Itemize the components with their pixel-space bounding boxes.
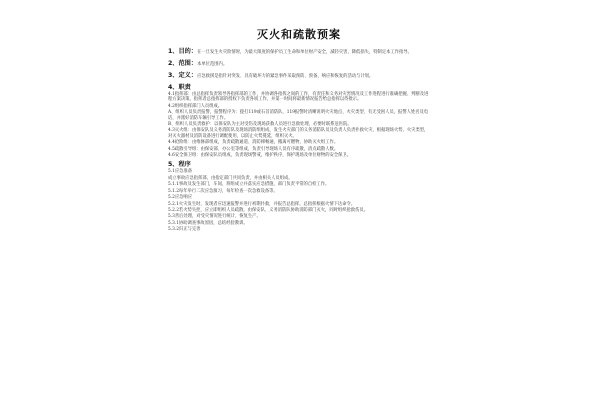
paragraph: 成立事故应急指挥部，由指定部门共同负责，并由相关人员组成。 — [168, 175, 293, 181]
paragraph: 4.4抢险组：由维修部组成，负责疏散通道、消防梯畅通，搬离可燃物，协助灭火组工作。 — [168, 140, 339, 146]
paragraph: 5.3.2归正与完善 — [168, 227, 201, 233]
section-heading — [168, 60, 430, 69]
section-heading — [168, 72, 430, 81]
document-page — [168, 0, 430, 400]
section-heading-text: 2、范围： — [168, 60, 198, 67]
section — [168, 48, 430, 57]
section-body: 应急救援是指针对突发、具有破坏力的紧急事件采取预防、预备、响应和恢复的活动与计划。 — [197, 74, 374, 79]
section-heading-text: 1、目的： — [168, 48, 198, 55]
paragraph: 4.1指挥部：由总指挥负责领导各指挥部的工作，并协调各指挥之间的工作，有责任和义务对灾害情况及工作进程进行准确把握、判断及进程方案决策。指挥者总指挥部的授权下负责各项工作，并第一时间将最新情况报告给总指挥以待批示。 — [168, 92, 429, 103]
paragraph: 5.1.2每年举行二次应急演习，每年检查一次急救设备等。 — [168, 188, 278, 194]
paragraph: 5.1应急准备 — [168, 169, 193, 175]
section — [168, 72, 430, 81]
document-content — [168, 48, 430, 233]
section-heading — [168, 48, 430, 57]
section-body — [168, 169, 430, 232]
section — [168, 84, 430, 158]
section-heading-text: 3、定义： — [168, 72, 198, 79]
paragraph: 5.3.1协助调查事故原因，总结经验教训。 — [168, 220, 248, 226]
paragraph: 5.2.2若火势失控，应立即组织人员疏散，由保安队、义务消防队协助消防部门灭火，同时组织抢救伤员。 — [168, 207, 368, 213]
section-body: 本单位范围内。 — [197, 62, 228, 67]
paragraph: 4.5疏散引导组：由保安部、办公室等组成，负责引导现场人员有序疏散，清点疏散人数。 — [168, 146, 339, 152]
paragraph: 5.1.1事故及发生部门，车间，班组成立并落实应急措施，部门负责平常的自检工作。 — [168, 182, 330, 188]
paragraph: 4.2组织指挥部门人员组成。 — [168, 103, 223, 109]
paragraph: 5.3善后处理，对受灾情况进行统计，恢复生产。 — [168, 214, 261, 220]
section-heading-text: 5、程序 — [168, 161, 191, 169]
paragraph: 5.2应急响应 — [168, 195, 193, 201]
section-body — [168, 92, 430, 158]
paragraph: 4.6安全保卫组：由保安队员组成，负责现场警戒，维护秩序，保护现场及单位财物的安全保卫。 — [168, 153, 352, 159]
section-heading-text: 4、职责 — [168, 84, 191, 91]
section — [168, 161, 430, 232]
paragraph: B、组织人员负责救护：以保安队为主对受伤及现场获救人员进行急救处理，必要时联系送医院。 — [168, 122, 352, 128]
document-title: 灭火和疏散预案 — [257, 28, 341, 41]
paragraph: A、组织人员负责报警，报警程序为：拨打119或石首消防队，119报警时清晰说明火灾地点、火灾类型、有无受困人员，报警人姓名及电话，并派好消防车辆引导工作。 — [168, 110, 429, 121]
section-body: 在一旦发生火灾险情时，为最大限度的保护员工生命和单位财产安全，减轻灾害，降低损失，特制定本工作指导。 — [197, 50, 412, 55]
paragraph: 4.3灭火组：由保安队及义务消防队及现场消防组组成，发生火灾部门的义务消防队员及负责人负责扑救火灾，根据现场火势、火灾类型，对灭火器材及消防设备进行调配使用，以防止火势蔓延，组织灭火。 — [168, 128, 429, 139]
section — [168, 60, 430, 69]
section-heading — [168, 161, 430, 169]
paragraph: 5.2.1火灾发生时，发现者应迅速报警并进行初期扑救，并报告总指挥，总指挥根据火情下达命令。 — [168, 201, 356, 207]
section-heading — [168, 84, 430, 92]
